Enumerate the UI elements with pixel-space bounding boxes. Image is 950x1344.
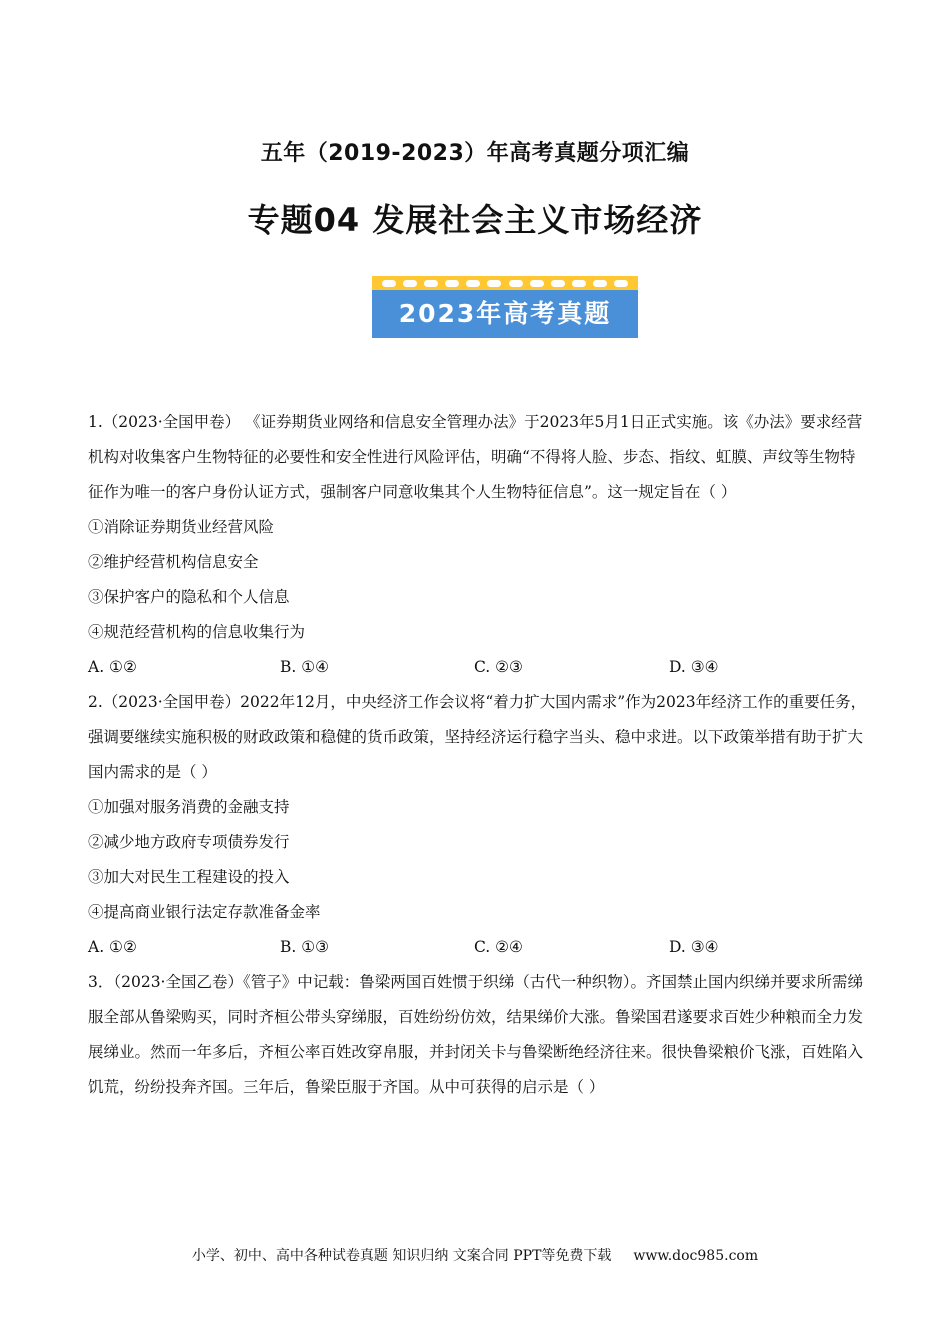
question-1-stem: 1.（2023·全国甲卷） 《证券期货业网络和信息安全管理办法》于2023年5月1日正式实施。该《办法》要求经营机构对收集客户生物特征的必要性和安全性进行风险评估，明确“不得将人脸、步态、指纹、虹膜、声纹等生物特征作为唯一的客户身份认证方式，强制客户同意收集其个人生物特征信息”。这一规定旨在（ ）: [88, 413, 863, 501]
question-2-answer-d: D. ③④: [669, 938, 719, 956]
question-1-answer-a: A. ①②: [88, 658, 137, 676]
question-2-answer-c: C. ②④: [474, 938, 523, 956]
question-list: [88, 405, 868, 1105]
question-1-option-3: ③保护客户的隐私和个人信息: [88, 588, 290, 606]
question-1-option-1: ①消除证券期货业经营风险: [88, 518, 275, 536]
banner-dotted-strip: [372, 276, 638, 290]
question-2-option-4: ④提高商业银行法定存款准备金率: [88, 903, 321, 921]
question-2-option-2: ②减少地方政府专项债券发行: [88, 833, 290, 851]
question-2-option-1: ①加强对服务消费的金融支持: [88, 798, 290, 816]
question-1-answer-c: C. ②③: [474, 658, 523, 676]
document-title: 专题04 发展社会主义市场经济: [247, 201, 703, 239]
question-3-stem: 3．（2023·全国乙卷）《管子》中记载：鲁梁两国百姓惯于织绨（古代一种织物）。齐国禁止国内织绨并要求所需绨服全部从鲁梁购买，同时齐桓公带头穿绨服，百姓纷纷仿效，结果绨价大涨。鲁梁国君遂要求百姓少种粮而全力发展绨业。然而一年多后，齐桓公率百姓改穿帛服，并封闭关卡与鲁梁断绝经济往来。很快鲁梁粮价飞涨，百姓陷入饥荒，纷纷投奔齐国。三年后，鲁梁臣服于齐国。从中可获得的启示是（ ）: [88, 973, 864, 1096]
question-1-answer-b: B. ①④: [280, 658, 330, 676]
footer-site[interactable]: www.doc985.com: [633, 1248, 759, 1264]
question-1-option-2: ②维护经营机构信息安全: [88, 553, 259, 571]
question-1-option-4: ④规范经营机构的信息收集行为: [88, 623, 306, 641]
question-1-answer-d: D. ③④: [669, 658, 719, 676]
question-2-answer-a: A. ①②: [88, 938, 137, 956]
question-2-answers: [88, 930, 868, 965]
footer-text: 小学、初中、高中各种试卷真题 知识归纳 文案合同 PPT等免费下载: [191, 1248, 612, 1264]
question-2-stem: 2.（2023·全国甲卷）2022年12月，中央经济工作会议将“着力扩大国内需求”作为2023年经济工作的重要任务，强调要继续实施积极的财政政策和稳健的货币政策，坚持经济运行稳字当头、稳中求进。以下政策举措有助于扩大国内需求的是（ ）: [88, 693, 867, 781]
question-2-option-3: ③加大对民生工程建设的投入: [88, 868, 290, 886]
section-banner: [372, 276, 638, 338]
question-2-answer-b: B. ①③: [280, 938, 330, 956]
question-1-answers: [88, 650, 868, 685]
page-footer: [0, 1245, 950, 1265]
banner-label: 2023年高考真题: [372, 290, 638, 338]
document-subtitle: 五年（2019-2023）年高考真题分项汇编: [260, 141, 690, 166]
